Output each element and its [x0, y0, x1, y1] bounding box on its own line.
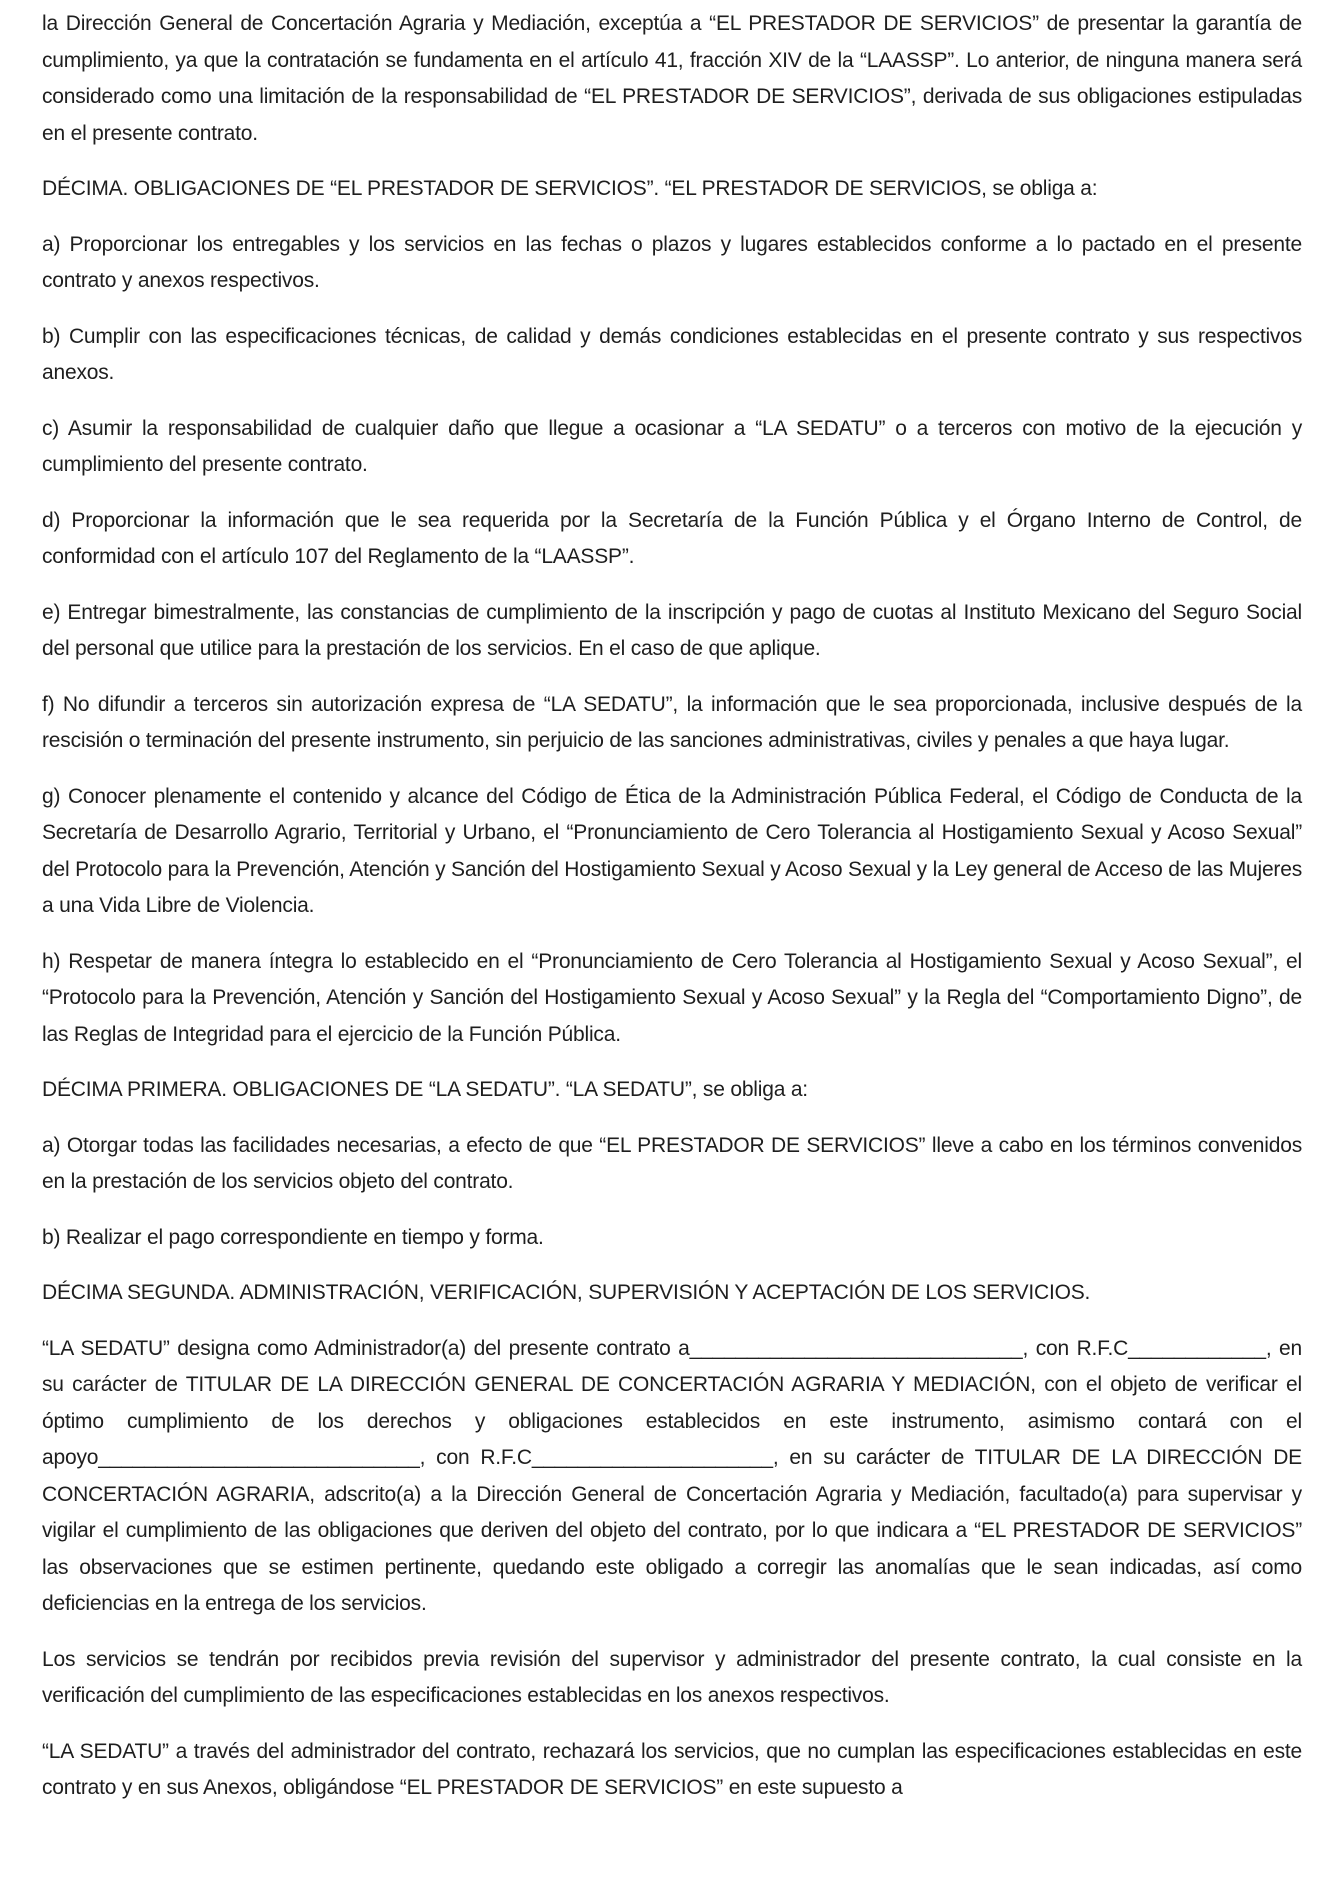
clause-heading-decima-primera: DÉCIMA PRIMERA. OBLIGACIONES DE “LA SEDATU”. “LA SEDATU”, se obliga a:	[42, 1078, 808, 1101]
obligation-item-d: d) Proporcionar la información que le sea requerida por la Secretaría de la Función Pública y el Órgano Interno de Control, de conformidad con el artículo 107 del Reglamento de la “LAASSP”.	[42, 508, 1302, 568]
obligation-item-b: b) Cumplir con las especificaciones técnicas, de calidad y demás condiciones establecidas en el presente contrato y sus respectivos anexos.	[42, 324, 1302, 384]
paragraph-administrador: “LA SEDATU” designa como Administrador(a) del presente contrato a_____________________________, con R.F.C____________, en su carácter de TITULAR DE LA DIRECCIÓN GENERAL DE CONCERTACIÓN AGRARIA Y MEDIACIÓN, con el objeto de verificar el óptimo cumplimiento de los derechos y obligaciones establecidos en este instrumento, asimismo contará con el apoyo____________________________, con R.F.C_____________________, en su carácter de TITULAR DE LA DIRECCIÓN DE CONCERTACIÓN AGRARIA, adscrito(a) a la Dirección General de Concertación Agraria y Mediación, facultado(a) para supervisar y vigilar el cumplimiento de las obligaciones que deriven del objeto del contrato, por lo que indicara a “EL PRESTADOR DE SERVICIOS” las observaciones que se estimen pertinente, quedando este obligado a corregir las anomalías que le sean indicadas, así como deficiencias en la entrega de los servicios.	[42, 1336, 1302, 1615]
obligation-item-e: e) Entregar bimestralmente, las constancias de cumplimiento de la inscripción y pago de cuotas al Instituto Mexicano del Seguro Social del personal que utilice para la prestación de los servicios. En el caso de que aplique.	[42, 600, 1302, 660]
paragraph-recepcion-servicios: Los servicios se tendrán por recibidos previa revisión del supervisor y administrador del presente contrato, la cual consiste en la verificación del cumplimiento de las especificaciones establecidas en los anexos respectivos.	[42, 1647, 1302, 1707]
clause-heading-decima-segunda: DÉCIMA SEGUNDA. ADMINISTRACIÓN, VERIFICACIÓN, SUPERVISIÓN Y ACEPTACIÓN DE LOS SERVICIOS.	[42, 1281, 1091, 1304]
obligation-item-a: a) Proporcionar los entregables y los servicios en las fechas o plazos y lugares establecidos conforme a lo pactado en el presente contrato y anexos respectivos.	[42, 232, 1302, 292]
clause-heading-decima: DÉCIMA. OBLIGACIONES DE “EL PRESTADOR DE SERVICIOS”. “EL PRESTADOR DE SERVICIOS, se obliga a:	[42, 177, 1098, 200]
paragraph-rechazo-servicios: “LA SEDATU” a través del administrador del contrato, rechazará los servicios, que no cumplan las especificaciones establecidas en este contrato y en sus Anexos, obligándose “EL PRESTADOR DE SERVICIOS” en este supuesto a	[42, 1739, 1302, 1799]
obligation-item-h: h) Respetar de manera íntegra lo establecido en el “Pronunciamiento de Cero Tolerancia al Hostigamiento Sexual y Acoso Sexual”, el “Protocolo para la Prevención, Atención y Sanción del Hostigamiento Sexual y Acoso Sexual” y la Regla del “Comportamiento Digno”, de las Reglas de Integridad para el ejercicio de la Función Pública.	[42, 949, 1302, 1046]
obligation-item-g: g) Conocer plenamente el contenido y alcance del Código de Ética de la Administración Pública Federal, el Código de Conducta de la Secretaría de Desarrollo Agrario, Territorial y Urbano, el “Pronunciamiento de Cero Tolerancia al Hostigamiento Sexual y Acoso Sexual” del Protocolo para la Prevención, Atención y Sanción del Hostigamiento Sexual y Acoso Sexual y la Ley general de Acceso de las Mujeres a una Vida Libre de Violencia.	[42, 784, 1302, 917]
obligation-item-f: f) No difundir a terceros sin autorización expresa de “LA SEDATU”, la información que le sea proporcionada, inclusive después de la rescisión o terminación del presente instrumento, sin perjuicio de las sanciones administrativas, civiles y penales a que haya lugar.	[42, 692, 1302, 752]
paragraph-garantia: la Dirección General de Concertación Agraria y Mediación, exceptúa a “EL PRESTADOR DE SERVICIOS” de presentar la garantía de cumplimiento, ya que la contratación se fundamenta en el artículo 41, fracción XIV de la “LAASSP”. Lo anterior, de ninguna manera será considerado como una limitación de la responsabilidad de “EL PRESTADOR DE SERVICIOS”, derivada de sus obligaciones estipuladas en el presente contrato.	[42, 12, 1302, 145]
sedatu-obligation-b: b) Realizar el pago correspondiente en tiempo y forma.	[42, 1225, 544, 1249]
obligation-item-c: c) Asumir la responsabilidad de cualquier daño que llegue a ocasionar a “LA SEDATU” o a terceros con motivo de la ejecución y cumplimiento del presente contrato.	[42, 416, 1302, 476]
sedatu-obligation-a: a) Otorgar todas las facilidades necesarias, a efecto de que “EL PRESTADOR DE SERVICIOS” lleve a cabo en los términos convenidos en la prestación de los servicios objeto del contrato.	[42, 1133, 1302, 1193]
